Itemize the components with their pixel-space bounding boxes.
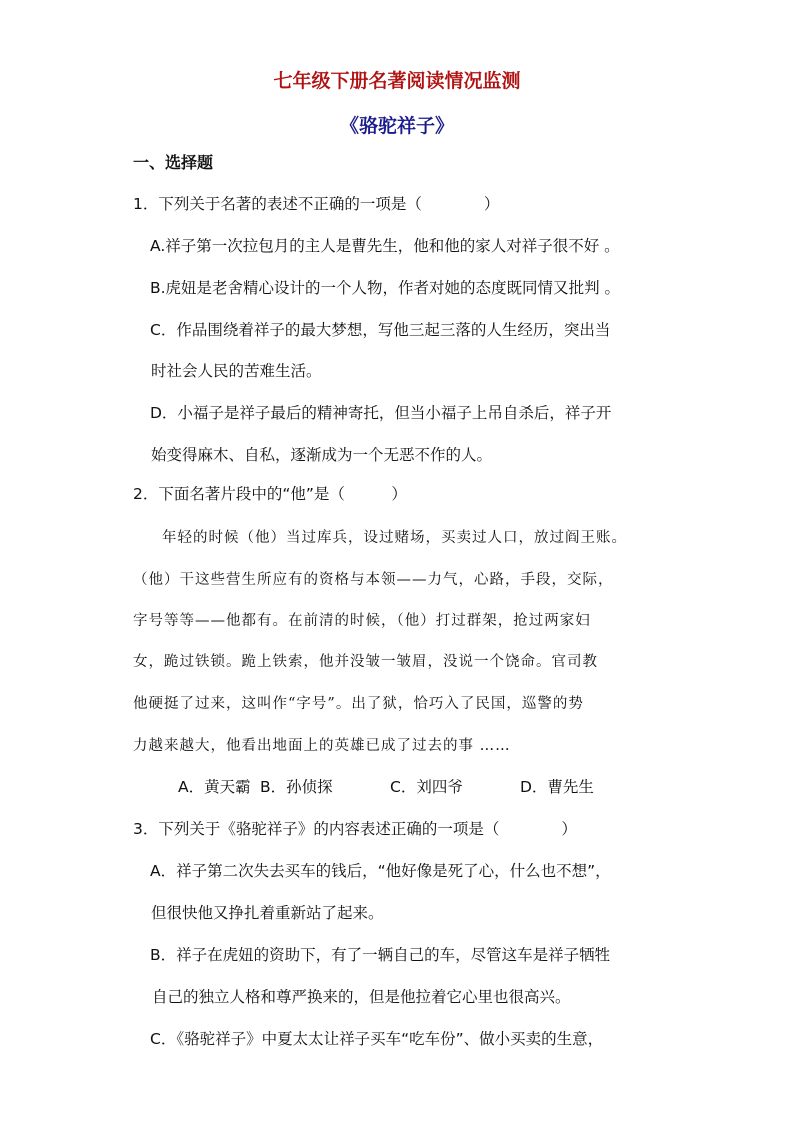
document-title: 七年级下册名著阅读情况监测 <box>273 70 521 92</box>
question-stem: 2．下面名著片段中的“他”是（ ） <box>133 485 407 503</box>
option-b: B.虎妞是老舍精心设计的一个人物，作者对她的态度既同情又批判 。 <box>150 279 620 297</box>
passage-line: 女，跪过铁锁。跪上铁索，他并没皱一皱眉，没说一个饶命。官司教 <box>133 654 598 670</box>
document-subtitle: 《骆驼祥子》 <box>339 115 454 137</box>
question-stem: 3．下列关于《骆驼祥子》的内容表述正确的一项是（ ） <box>133 820 577 838</box>
passage-line: 他硬挺了过来，这叫作“字号”。出了狱，恰巧入了民国，巡警的势 <box>133 696 584 712</box>
passage-line: 力越来越大，他看出地面上的英雄已成了过去的事 …… <box>133 738 511 754</box>
option-b: B．孙侦探 <box>260 778 333 796</box>
option-a: A.祥子第一次拉包月的主人是曹先生，他和他的家人对祥子很不好 。 <box>150 237 620 255</box>
option-d: D．曹先生 <box>520 778 594 796</box>
option-a-continued: 但很快他又挣扎着重新站了起来。 <box>151 904 384 922</box>
option-a: A．祥子第二次失去买车的钱后，“他好像是死了心，什么也不想”， <box>150 862 611 880</box>
option-b: B．祥子在虎妞的资助下，有了一辆自己的车，尽管这车是祥子牺牲 <box>150 946 611 964</box>
section-heading: 一、选择题 <box>133 153 214 172</box>
option-c: C．刘四爷 <box>390 778 463 796</box>
passage-line: 字号等等——他都有。在前清的时候，（他）打过群架，抢过两家妇 <box>133 613 591 629</box>
passage-line: 年轻的时候（他）当过库兵，设过赌场，买卖过人口，放过阎王账。 <box>162 530 627 546</box>
option-c: C．《骆驼祥子》中夏太太让祥子买车“吃车份”、做小买卖的生意， <box>150 1030 604 1048</box>
option-a: A．黄天霸 <box>178 778 251 796</box>
option-b-continued: 自己的独立人格和尊严换来的，但是他拉着它心里也很高兴。 <box>152 988 571 1006</box>
option-c-continued: 时社会人民的苦难生活。 <box>151 362 322 380</box>
passage-line: （他）干这些营生所应有的资格与本领——力气，心路，手段，交际， <box>133 572 614 588</box>
option-c: C．作品围绕着祥子的最大梦想，写他三起三落的人生经历，突出当 <box>150 321 611 339</box>
question-stem: 1．下列关于名著的表述不正确的一项是（ ） <box>133 195 500 213</box>
option-d-continued: 始变得麻木、自私，逐渐成为一个无恶不作的人。 <box>151 446 493 464</box>
option-d: D．小福子是祥子最后的精神寄托，但当小福子上吊自杀后，祥子开 <box>150 404 612 422</box>
